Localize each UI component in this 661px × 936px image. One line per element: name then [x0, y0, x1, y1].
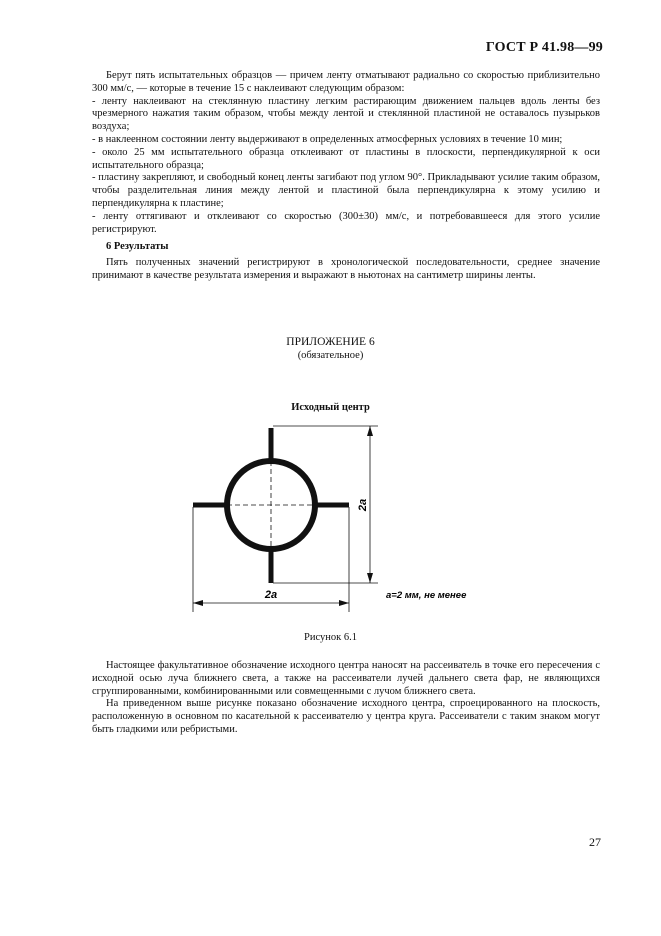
dimension-label-vertical: 2a [357, 498, 369, 512]
dimension-note: a=2 мм, не менее [386, 590, 467, 601]
paragraph: Берут пять испытательных образцов — причем ленту отматывают радиально со скоростью приблизительно 300 мм/с, — которые в течение 15 с наклеивают следующим образом: [92, 70, 600, 94]
arrow-head-bottom [367, 573, 373, 583]
appendix-description [92, 660, 600, 737]
list-item: - в наклеенном состоянии ленту выдерживают в определенных атмосферных условиях в течение 10 мин; [92, 133, 563, 145]
figure-title: Исходный центр [291, 402, 370, 413]
paragraph: Настоящее факультативное обозначение исходного центра наносят на рассеиватель в точке его пересечения с исходной осью луча ближнего света, а также на рассеиватели лучей дальнего света фар, не являющихся сгруппированными, комбинированными или совмещенными с лучом ближнего света. [92, 660, 600, 697]
arrow-head-right [339, 600, 349, 606]
list-item: - ленту наклеивают на стеклянную пластину легким растирающим движением пальцев вдоль ленты без чрезмерного нажатия таким образом, чтобы между лентой и стеклянной пластиной не оставалось пузырьков воздуха; [92, 95, 600, 133]
list-item: - ленту оттягивают и отклеивают со скоростью (300±30) мм/с, и потребовавшееся для этого усилие регистрируют. [92, 210, 600, 235]
appendix-subtitle: (обязательное) [297, 350, 364, 361]
document-code: ГОСТ Р 41.98—99 [485, 40, 603, 55]
list-item: - около 25 мм испытательного образца отклеивают от пластины в плоскости, перпендикулярной к оси испытательного образца; [92, 146, 600, 171]
figure-caption: Рисунок 6.1 [304, 632, 357, 643]
paragraph: Пять полученных значений регистрируют в хронологической последовательности, среднее значение принимают в качестве результата измерения и выражают в ньютонах на сантиметр ширины ленты. [92, 257, 600, 281]
paragraph: На приведенном выше рисунке показано обозначение исходного центра, спроецированного на плоскость, расположенную в основном по касательной к рассеивателю у центра круга. Рассеиватели с таким знаком могут быть гладкими или ребристыми. [92, 698, 600, 735]
arrow-head-top [367, 426, 373, 436]
dimension-label-horizontal: 2a [264, 589, 278, 601]
arrow-head-left [193, 600, 203, 606]
appendix-title: ПРИЛОЖЕНИЕ 6 [286, 336, 375, 348]
reference-center-symbol [193, 428, 349, 583]
page-number: 27 [589, 835, 601, 849]
list-item: - пластину закрепляют, и свободный конец ленты загибают под углом 90°. Прикладывают усилие таким образом, чтобы разделительная линия между лентой и пластиной была перпендикулярна к этому усилию и перпендикулярна к пластине; [92, 172, 600, 209]
section-heading: 6 Результаты [106, 241, 169, 253]
